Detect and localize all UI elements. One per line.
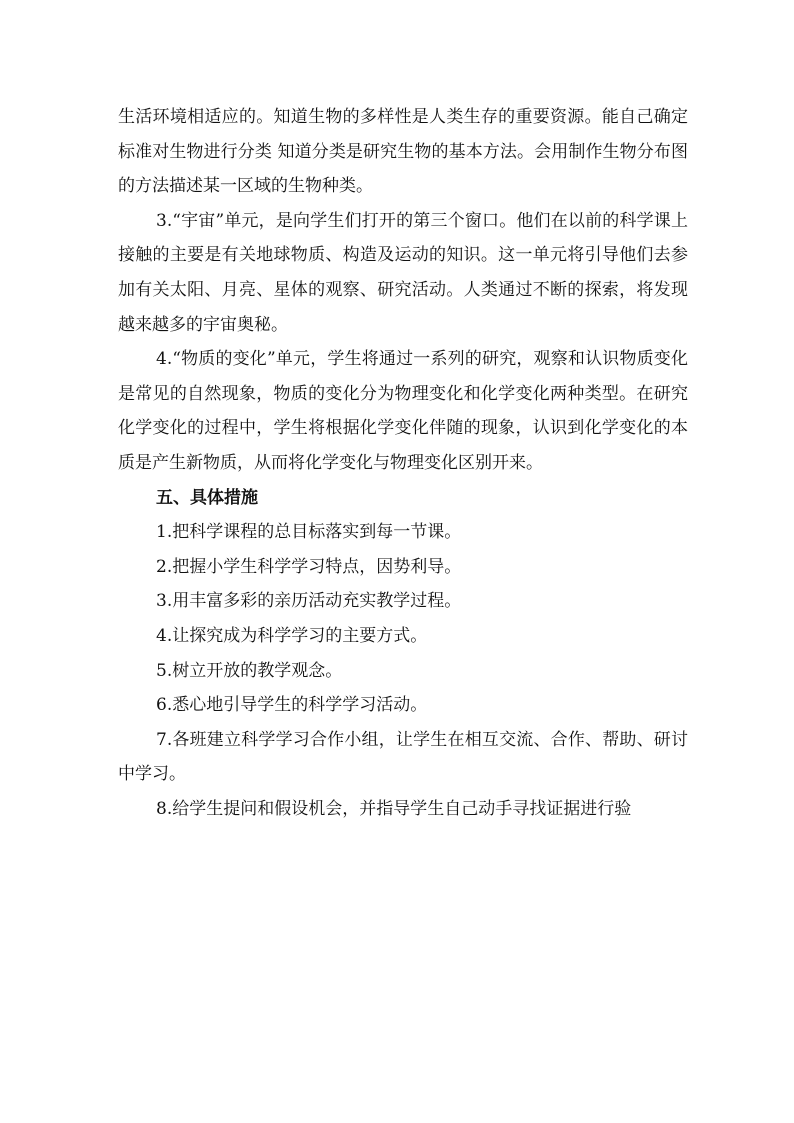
measure-item-3: 3.用丰富多彩的亲历活动充实教学过程。	[156, 591, 462, 612]
measure-item-6: 6.悉心地引导学生的科学学习活动。	[156, 695, 428, 716]
measure-item-2: 2.把握小学生科学学习特点，因势利导。	[156, 556, 462, 577]
section-heading-measures: 五、具体措施	[156, 487, 258, 508]
measure-item-5: 5.树立开放的教学观念。	[156, 660, 343, 681]
document-body	[118, 100, 688, 826]
measure-item-7: 7.各班建立科学学习合作小组，让学生在相互交流、合作、帮助、研讨中学习。	[118, 729, 688, 785]
measure-item-8: 8.给学生提问和假设机会，并指导学生自己动手寻找证据进行验	[156, 798, 632, 819]
measure-item-4: 4.让探究成为科学学习的主要方式。	[156, 625, 428, 646]
measure-item-1: 1.把科学课程的总目标落实到每一节课。	[156, 522, 462, 543]
paragraph-biology-continuation: 生活环境相适应的。知道生物的多样性是人类生存的重要资源。能自己确定标准对生物进行分类 知道分类是研究生物的基本方法。会用制作生物分布图的方法描述某一区域的生物种类。	[118, 107, 688, 197]
paragraph-matter-change-unit: 4.“物质的变化”单元，学生将通过一系列的研究，观察和认识物质变化是常见的自然现象，物质的变化分为物理变化和化学变化两种类型。在研究化学变化的过程中，学生将根据化学变化伴随的现象，认识到化学变化的本质是产生新物质，从而将化学变化与物理变化区别开来。	[118, 349, 688, 473]
paragraph-universe-unit: 3.“宇宙”单元，是向学生们打开的第三个窗口。他们在以前的科学课上接触的主要是有关地球物质、构造及运动的知识。这一单元将引导他们去参加有关太阳、月亮、星体的观察、研究活动。人类通过不断的探索，将发现越来越多的宇宙奥秘。	[118, 210, 688, 335]
